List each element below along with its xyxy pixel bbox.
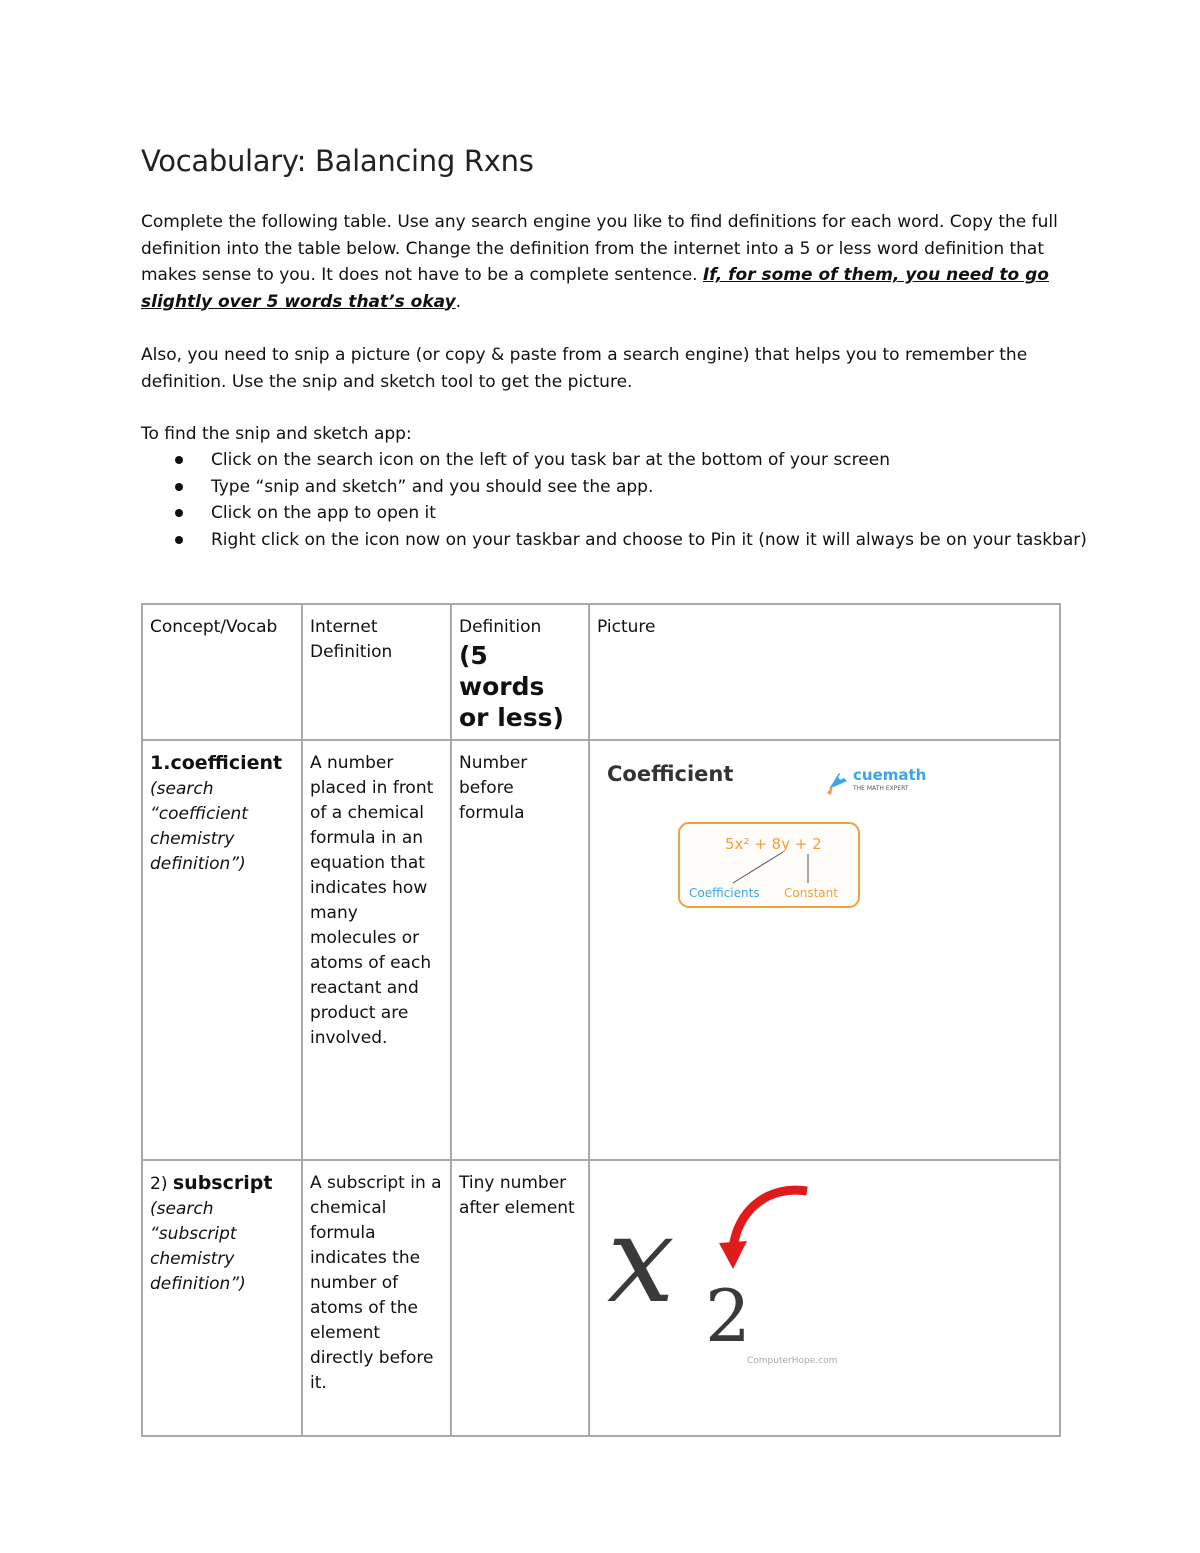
brand-tagline: THE MATH EXPERT xyxy=(853,785,909,792)
concept-number: 2) xyxy=(150,1174,173,1194)
table-header-row xyxy=(142,604,1060,740)
list-item: Right click on the icon now on your taskbar and choose to Pin it (now it will always be on your taskbar) xyxy=(211,527,1111,554)
internet-definition-cell: A number placed in front of a chemical formula in an equation that indicates how many molecules or atoms of each reactant and product are involved. xyxy=(302,740,451,1160)
diagram-heading: Coefficient xyxy=(607,762,734,786)
header-definition xyxy=(451,604,589,740)
vocab-table xyxy=(141,603,1061,1437)
header-picture: Picture xyxy=(589,604,1060,740)
internet-definition-cell: A subscript in a chemical formula indicates the number of atoms of the element directly before it. xyxy=(302,1160,451,1436)
picture-instruction: Also, you need to snip a picture (or copy & paste from a search engine) that helps you to remember the definition. Use the snip and sketch tool to get the picture. xyxy=(141,345,1028,392)
header-internet-definition: Internet Definition xyxy=(302,604,451,740)
list-item: Click on the search icon on the left of you task bar at the bottom of your screen xyxy=(211,447,1111,474)
arrow-head-icon xyxy=(719,1241,747,1269)
picture-cell xyxy=(589,740,1060,1160)
list-item: Click on the app to open it xyxy=(211,500,1111,527)
expression: 5x² + 8y + 2 xyxy=(725,835,822,853)
steps-list xyxy=(141,447,1111,553)
picture-cell xyxy=(589,1160,1060,1436)
concept-number: 1. xyxy=(150,752,171,774)
header-definition-limit: (5 words or less) xyxy=(459,641,564,732)
intro-period: . xyxy=(455,291,462,312)
concept-cell xyxy=(142,740,302,1160)
page-title: Vocabulary: Balancing Rxns xyxy=(141,144,534,178)
concept-hint: (search “coefficient chemistry definition”) xyxy=(150,779,248,874)
my-definition-cell: Tiny number after element xyxy=(451,1160,589,1436)
header-concept: Concept/Vocab xyxy=(142,604,302,740)
list-item: Type “snip and sketch” and you should see the app. xyxy=(211,474,1111,501)
base-letter: x xyxy=(607,1191,675,1330)
rocket-icon xyxy=(827,773,847,795)
table-row xyxy=(142,1160,1060,1436)
concept-cell xyxy=(142,1160,302,1436)
label-constant: Constant xyxy=(784,886,838,900)
my-definition-cell: Number before formula xyxy=(451,740,589,1160)
coefficient-diagram xyxy=(597,751,1057,921)
brand-name: cuemath xyxy=(853,766,927,784)
intro-paragraph xyxy=(141,209,1061,315)
concept-hint: (search “subscript chemistry definition”) xyxy=(150,1199,246,1294)
subscript-digit: 2 xyxy=(705,1274,751,1358)
intro-text: Complete the following table. Use any search engine you like to find definitions for each word. Copy the full definition into the table below. Change the definition from the internet into a 5 or less word definition that makes sense to you. It does not have to be a complete sentence. xyxy=(141,212,1058,285)
concept-term: coefficient xyxy=(170,752,283,774)
table-row xyxy=(142,740,1060,1160)
label-coefficients: Coefficients xyxy=(689,886,760,900)
watermark: ComputerHope.com xyxy=(747,1356,838,1366)
steps-heading: To find the snip and sketch app: xyxy=(141,424,412,444)
arrow-red-icon xyxy=(733,1190,807,1249)
subscript-diagram xyxy=(597,1171,1057,1371)
concept-term: subscript xyxy=(172,1172,273,1194)
header-definition-label: Definition xyxy=(459,617,542,637)
intro-emphasis: If, for some of them, you need to go slightly over 5 words that’s okay xyxy=(141,265,1049,312)
